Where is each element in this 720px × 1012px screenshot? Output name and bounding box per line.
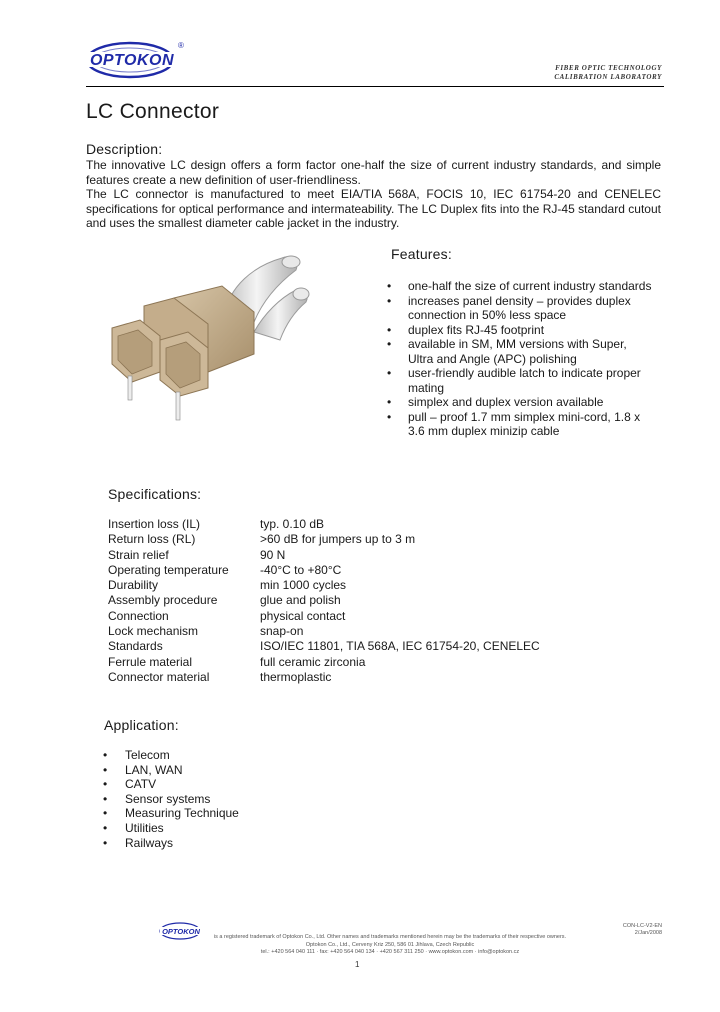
table-row [108,548,540,563]
header-divider [86,86,664,87]
features-heading: Features: [391,246,452,262]
spec-label: Insertion loss (IL) [108,517,201,531]
specifications-table [108,517,540,685]
footer-legal [200,934,580,957]
footer-logo-graphic [158,921,204,941]
page-title: LC Connector [86,100,220,123]
bullet-icon: • [103,791,108,806]
features-list [384,279,654,439]
feature-text: simplex and duplex version available [408,395,604,409]
application-text: LAN, WAN [125,762,183,777]
page-number: 1 [355,960,360,969]
application-heading: Application: [104,717,179,733]
list-item [101,777,239,792]
spec-value: physical contact [260,608,346,623]
spec-label: Durability [108,578,159,593]
spec-value: ISO/IEC 11801, TIA 568A, IEC 61754-20, CENELEC [260,639,540,654]
description-heading: Description: [86,141,163,157]
table-row [108,609,540,624]
application-text: Utilities [125,820,164,835]
footer-line-2: Optokon Co., Ltd., Cerveny Kriz 250, 586 01 Jihlava, Czech Republic [305,941,475,948]
list-item [101,748,239,763]
feature-text: increases panel density – provides duplex connection in 50% less space [408,293,631,322]
feature-item [384,323,654,338]
feature-text: pull – proof 1.7 mm simplex mini-cord, 1.8 x 3.6 mm duplex minizip cable [408,409,641,438]
spec-value: -40°C to +80°C [260,562,342,577]
tagline-line1: FIBER OPTIC TECHNOLOGY [555,64,662,72]
bullet-icon: • [387,293,392,308]
feature-item [384,337,654,366]
bullet-icon: • [103,835,108,850]
spec-label: Operating temperature [108,562,229,577]
document-date: 2/Jan/2008 [634,930,662,936]
specifications-heading: Specifications: [108,486,202,502]
bullet-icon: • [387,409,392,424]
bullet-icon: • [387,366,392,380]
footer-doc-info [623,923,662,937]
footer-line-1: is a registered trademark of Optokon Co., Ltd. Other names and trademarks mentioned herein may be the trademarks of their respective owners. [213,934,567,940]
footer-line-3: tel.: +420 564 040 111 · fax: +420 564 040 134 · +420 567 311 250 · www.optokon.com · info@optokon.cz [260,949,520,955]
spec-label: Standards [108,639,163,654]
table-row [108,578,540,593]
spec-label: Lock mechanism [108,624,199,639]
table-row [108,532,540,547]
header-tagline [554,64,662,82]
bullet-icon: • [103,820,108,835]
connector-illustration [104,236,366,428]
bullet-icon: • [387,279,392,293]
feature-text: one-half the size of current industry standards [408,279,652,293]
application-text: Measuring Technique [125,806,239,821]
bullet-icon: • [103,806,108,821]
optokon-logo [80,38,190,84]
application-text: CATV [125,777,157,792]
application-text: Telecom [125,748,170,762]
feature-item [384,395,654,410]
spec-label: Ferrule material [108,654,193,669]
application-text: Railways [125,835,174,850]
spec-value: glue and polish [260,593,341,608]
table-row [108,517,540,532]
tagline-line2: CALIBRATION LABORATORY [554,73,662,81]
spec-label: Assembly procedure [108,593,218,608]
spec-label: Return loss (RL) [108,532,196,547]
lc-connector-photo [104,236,366,428]
feature-item [384,279,654,294]
list-item [101,806,239,821]
feature-text: duplex fits RJ-45 footprint [408,322,545,337]
list-item [101,836,239,851]
spec-value: thermoplastic [260,669,332,684]
bullet-icon: • [387,337,392,351]
feature-item [384,294,654,323]
bullet-icon: • [103,762,108,777]
bullet-icon: • [103,748,108,762]
spec-label: Connection [108,608,169,623]
spec-value: snap-on [260,624,304,639]
footer-logo-text: OPTOKON [162,927,200,936]
table-row [108,624,540,639]
spec-label: Connector material [108,669,210,684]
description-body [86,158,661,231]
spec-label: Strain relief [108,547,169,562]
logo-text: OPTOKON [89,52,175,69]
spec-value: >60 dB for jumpers up to 3 m [260,532,416,547]
table-row [108,563,540,578]
footer-logo [158,921,204,941]
registered-mark: ® [178,41,184,50]
description-paragraph-1: The innovative LC design offers a form factor one-half the size of current industry standards, and simple features create a new definition of user-friendliness. [86,158,661,187]
bullet-icon: • [387,322,392,337]
bullet-icon: • [103,777,108,792]
application-text: Sensor systems [125,791,211,806]
document-code: CON-LC-V2-EN [622,923,662,929]
optokon-logo-graphic [80,38,190,84]
feature-text: user-friendly audible latch to indicate proper mating [408,366,641,395]
feature-item [384,410,654,439]
list-item [101,792,239,807]
table-row [108,655,540,670]
description-paragraph-2: The LC connector is manufactured to meet EIA/TIA 568A, FOCIS 10, IEC 61754-20 and CENELEC specifications for optical performance and intermateability. The LC Duplex fits into the RJ-45 standard cutout and uses the smallest diameter cable jacket in the industry. [86,187,661,230]
table-row [108,639,540,654]
list-item [101,763,239,778]
table-row [108,670,540,685]
spec-value: min 1000 cycles [260,578,347,593]
list-item [101,821,239,836]
feature-item [384,366,654,395]
spec-value: 90 N [260,547,286,562]
bullet-icon: • [387,395,392,409]
table-row [108,593,540,608]
application-list [101,748,239,850]
feature-text: available in SM, MM versions with Super, Ultra and Angle (APC) polishing [408,337,627,366]
spec-value: full ceramic zirconia [260,654,366,669]
spec-value: typ. 0.10 dB [260,517,325,531]
